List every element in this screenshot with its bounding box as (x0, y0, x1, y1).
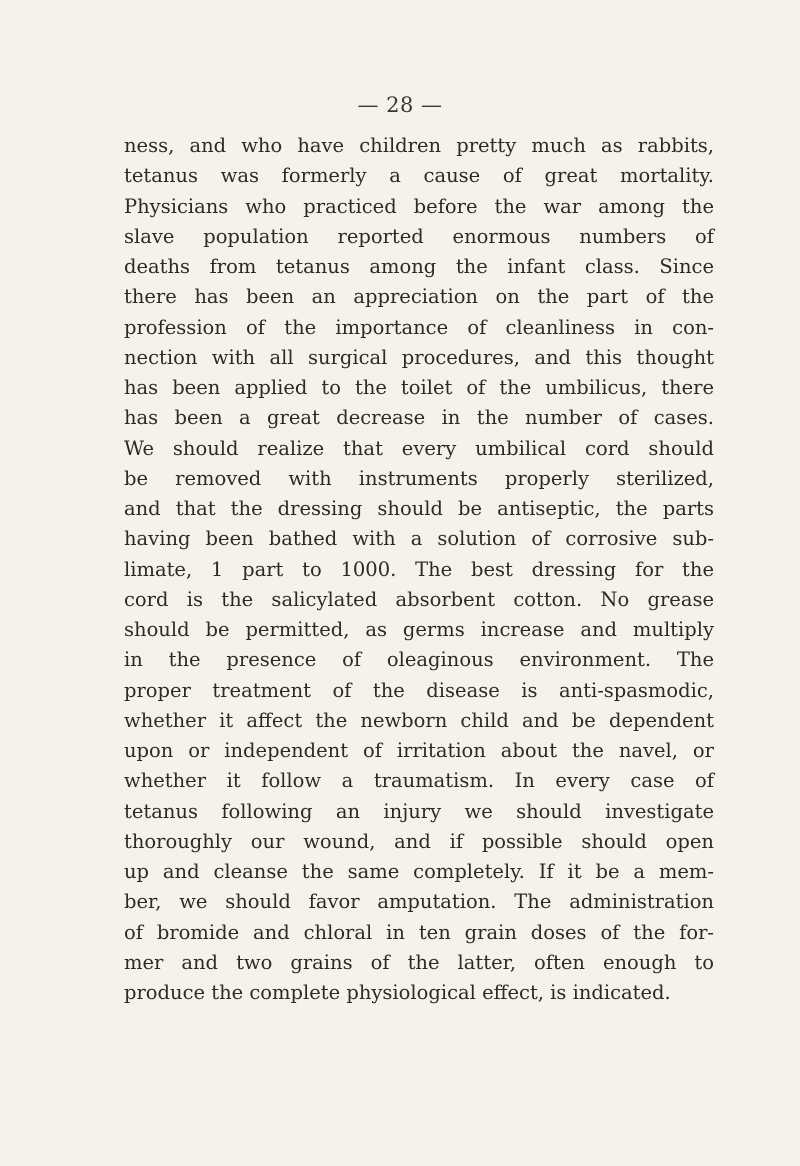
text-line: up and cleanse the same completely. If it be a mem- (124, 860, 714, 883)
text-line: tetanus following an injury we should investigate (124, 799, 714, 823)
text-line: ness, and who have children pretty much as rabbits, (124, 134, 714, 157)
text-line: of bromide and chloral in ten grain doses of the for- (124, 920, 714, 944)
text-line: has been applied to the toilet of the umbilicus, there (124, 376, 714, 399)
text-line: there has been an appreciation on the part of the (124, 285, 714, 309)
text-line: nection with all surgical procedures, and this thought (124, 345, 714, 369)
text-line: whether it affect the newborn child and be dependent (124, 708, 714, 732)
text-line: deaths from tetanus among the infant class. Since (124, 255, 714, 278)
text-line: cord is the salicylated absorbent cotton. No grease (124, 587, 714, 611)
text-line: should be permitted, as germs increase and multiply (124, 618, 714, 641)
text-line: having been bathed with a solution of corrosive sub- (124, 527, 714, 551)
text-line: We should realize that every umbilical cord should (124, 436, 714, 460)
text-line: upon or independent of irritation about the navel, or (124, 739, 714, 762)
text-line: produce the complete physiological effect, is indicated. (124, 981, 671, 1004)
page-number: — 28 — (357, 93, 443, 117)
text-line: proper treatment of the disease is anti-spasmodic, (124, 678, 714, 702)
text-line: tetanus was formerly a cause of great mortality. (124, 164, 714, 188)
text-line: ber, we should favor amputation. The administration (124, 890, 714, 914)
text-line: and that the dressing should be antiseptic, the parts (124, 497, 714, 520)
text-line: be removed with instruments properly sterilized, (124, 466, 714, 490)
text-line: Physicians who practiced before the war among the (124, 194, 714, 218)
text-line: has been a great decrease in the number of cases. (124, 406, 714, 430)
text-line: limate, 1 part to 1000. The best dressing for the (124, 557, 714, 581)
text-line: whether it follow a traumatism. In every case of (124, 769, 714, 793)
body-text (124, 131, 714, 1008)
text-line: mer and two grains of the latter, often enough to (124, 950, 714, 974)
text-line: thoroughly our wound, and if possible should open (124, 829, 714, 853)
text-line: in the presence of oleaginous environment. The (124, 648, 714, 672)
text-line: profession of the importance of cleanliness in con- (124, 315, 714, 339)
text-line: slave population reported enormous numbers of (124, 224, 714, 248)
